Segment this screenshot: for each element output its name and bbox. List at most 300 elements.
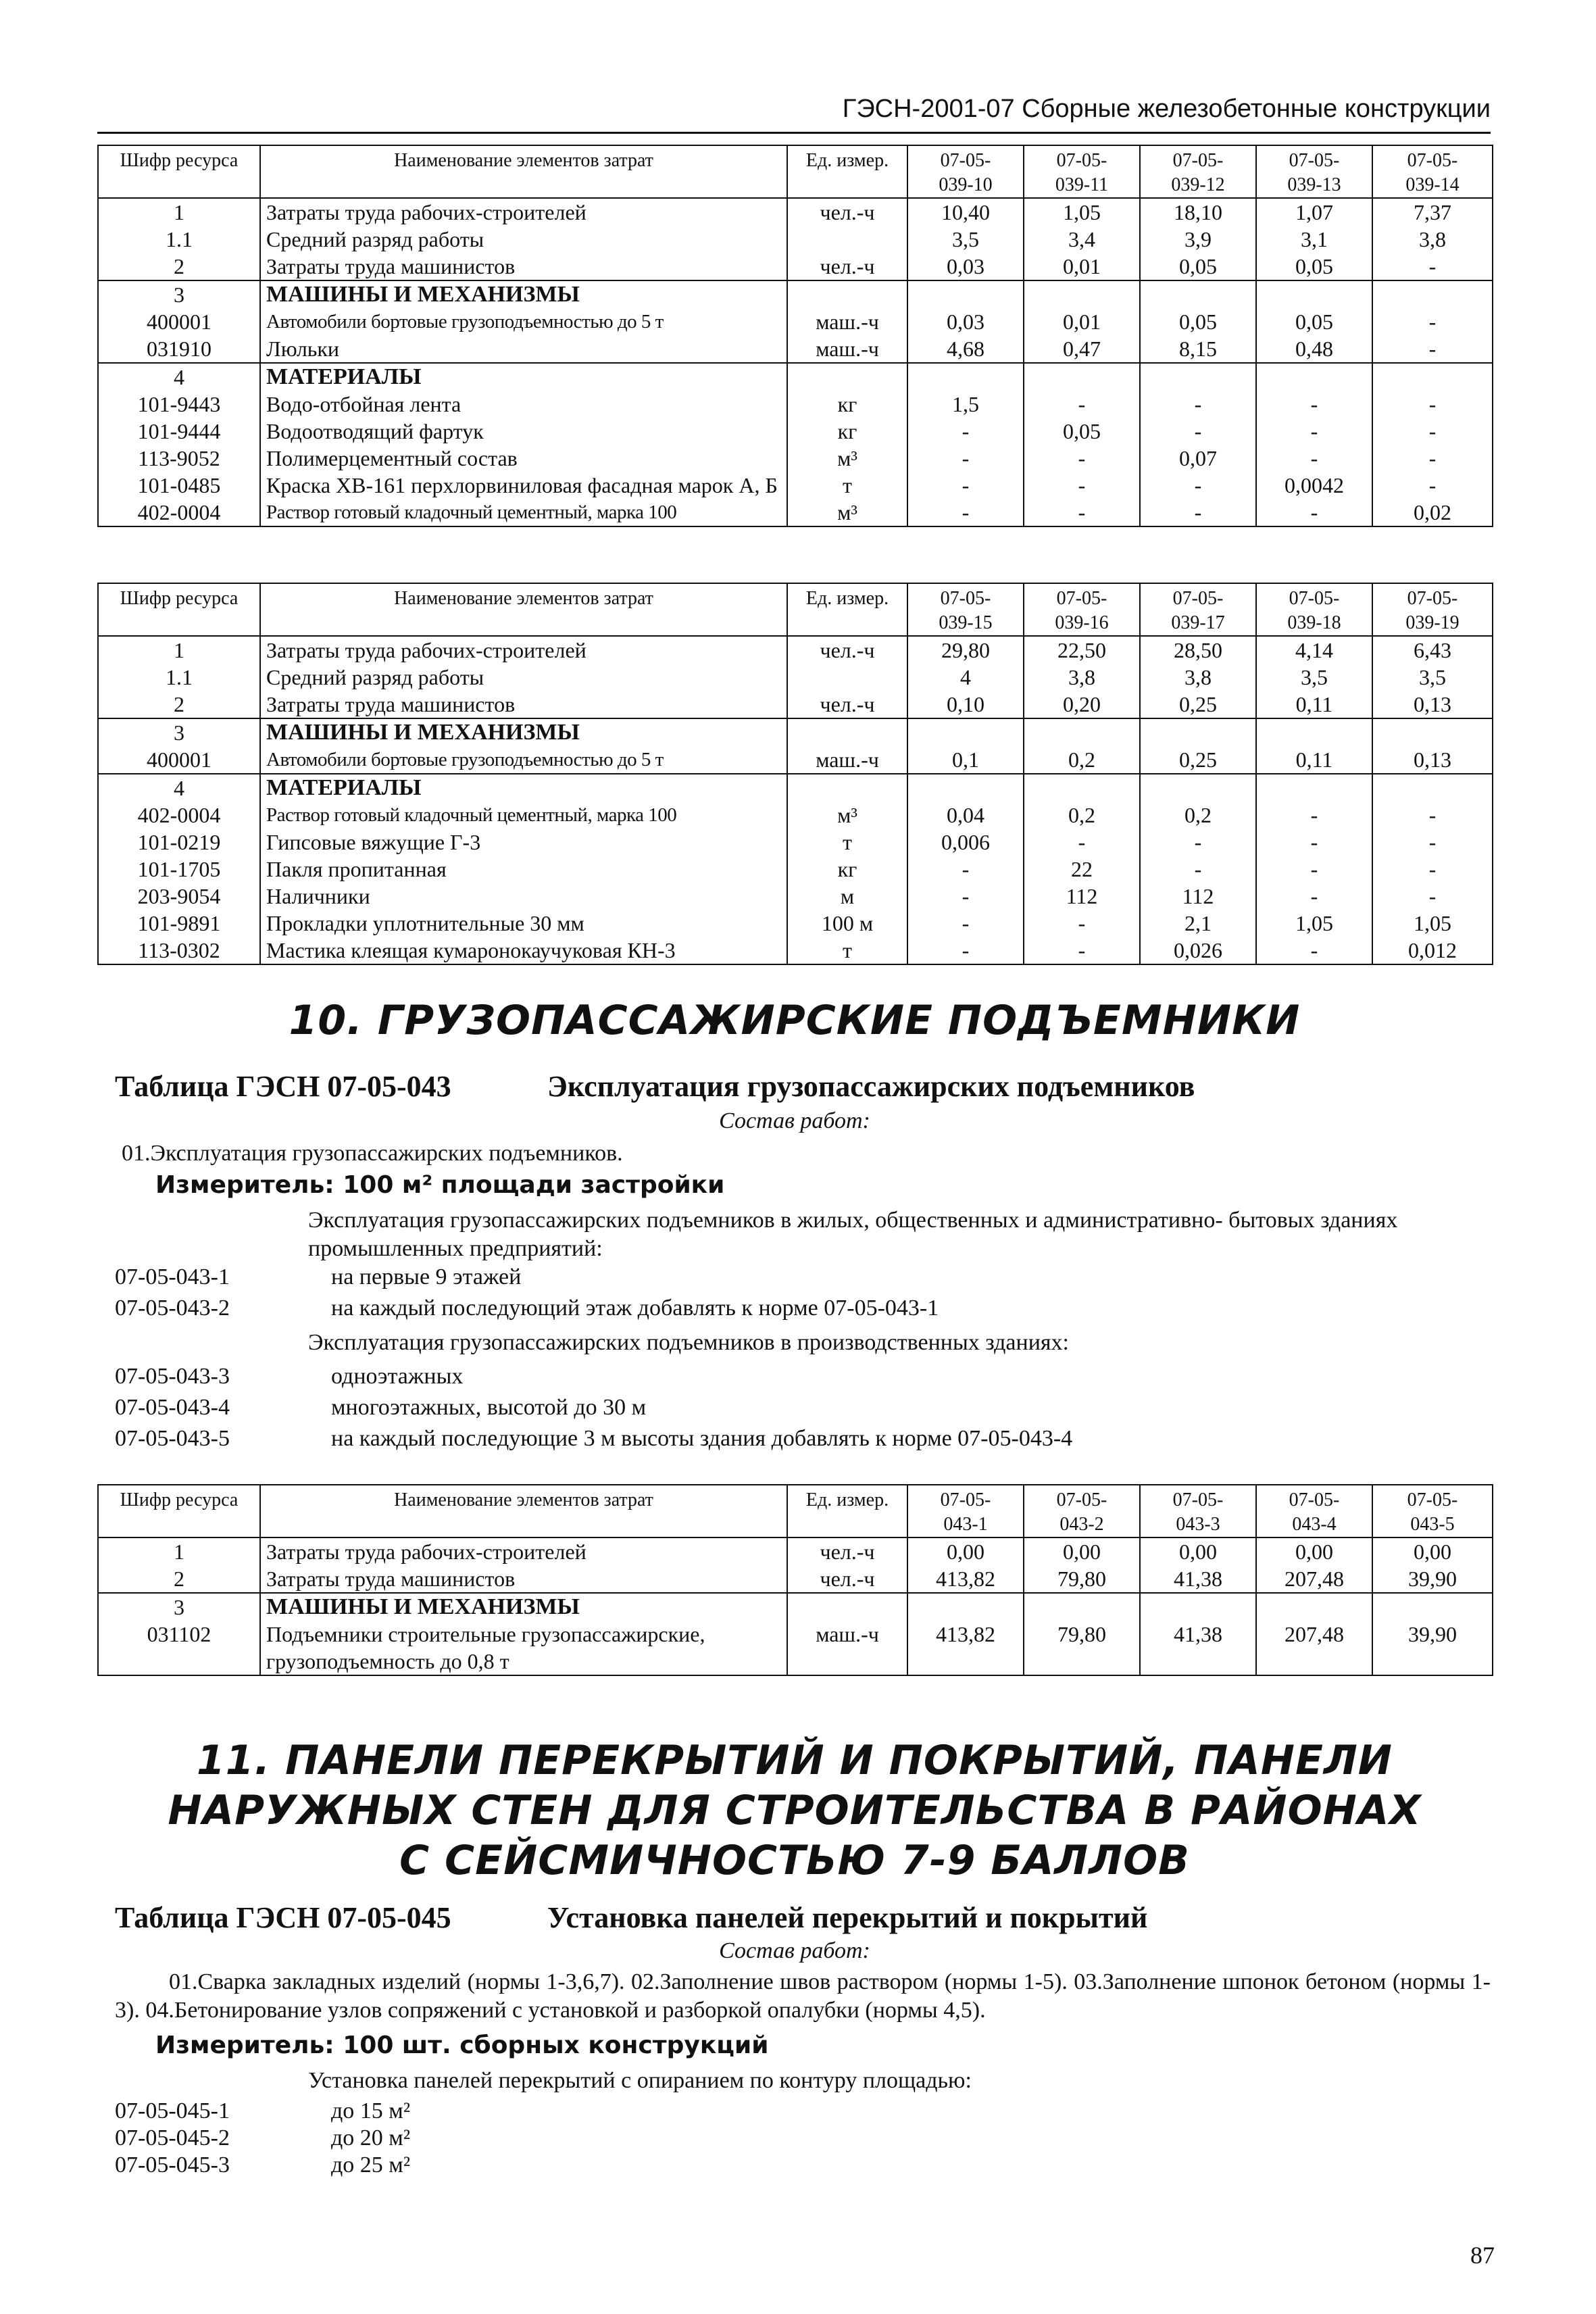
table-row	[98, 335, 1493, 363]
norm-code-part: 039-18	[1287, 612, 1341, 633]
value-cell: 3,8	[1372, 226, 1493, 253]
col-header-norm	[1140, 1485, 1256, 1537]
value-cell: 0,13	[1372, 746, 1493, 774]
resource-code: 203-9054	[98, 883, 260, 910]
norm-code-part: 07-05-	[940, 150, 991, 171]
value-cell: 413,82	[907, 1565, 1024, 1593]
resource-code: 402-0004	[98, 499, 260, 526]
value-cell: 2,1	[1140, 910, 1256, 937]
unit-cell	[787, 226, 907, 253]
value-cell: -	[1372, 883, 1493, 910]
value-cell	[1140, 774, 1256, 802]
running-header: ГЭСН-2001-07 Сборные железобетонные конструкции	[842, 95, 1491, 123]
value-cell: -	[1372, 856, 1493, 883]
cost-item-name: Водоотводящий фартук	[260, 418, 787, 445]
cost-item-name: Полимерцементный состав	[260, 445, 787, 472]
norm-code: 07-05-045-3	[115, 2152, 230, 2177]
value-cell: 0,07	[1140, 445, 1256, 472]
col-header-norm	[1256, 1485, 1372, 1537]
unit-cell	[787, 774, 907, 802]
value-cell: 0,2	[1140, 802, 1256, 829]
composition-text: 01.Эксплуатация грузопассажирских подъемников.	[122, 1141, 623, 1166]
unit-cell	[787, 1593, 907, 1621]
value-cell: 3,8	[1140, 664, 1256, 691]
unit-cell: чел.-ч	[787, 253, 907, 280]
table-row	[98, 308, 1493, 335]
cost-item-name: Водо-отбойная лента	[260, 391, 787, 418]
norm-text: до 20 м²	[331, 2125, 411, 2150]
norm-code-part: 07-05-	[1289, 1490, 1340, 1510]
cost-item-name: Прокладки уплотнительные 30 мм	[260, 910, 787, 937]
cost-item-name: Подъемники строительные грузопассажирские, грузоподъемность до 0,8 т	[260, 1621, 787, 1675]
cost-item-name: Краска ХВ-161 перхлорвиниловая фасадная марок А, Б	[260, 472, 787, 499]
value-cell: 1,05	[1372, 910, 1493, 937]
cost-item-name: Средний разряд работы	[260, 664, 787, 691]
norm-code-part: 043-2	[1059, 1514, 1104, 1535]
col-header-norm	[1024, 1485, 1140, 1537]
value-cell: 0,00	[1256, 1537, 1372, 1565]
resource-code: 3	[98, 280, 260, 308]
col-header-name: Наименование элементов затрат	[260, 145, 787, 198]
norm-code-part: 043-5	[1410, 1514, 1455, 1535]
value-cell: -	[1256, 937, 1372, 964]
composition-label: Состав работ:	[719, 1938, 870, 1963]
norm-text: до 25 м²	[331, 2152, 411, 2177]
value-cell: 0,47	[1024, 335, 1140, 363]
section-11-title-line3: С СЕЙСМИЧНОСТЬЮ 7-9 БАЛЛОВ	[399, 1837, 1190, 1884]
table-row	[98, 472, 1493, 499]
unit-cell	[787, 718, 907, 746]
table-title: Установка панелей перекрытий и покрытий	[547, 1901, 1148, 1934]
value-cell: 28,50	[1140, 636, 1256, 664]
value-cell: -	[1140, 856, 1256, 883]
norm-item	[115, 2098, 410, 2125]
intro-text: Эксплуатация грузопассажирских подъемников в жилых, общественных и административно- бытовых зданиях промышленных предприятий:	[308, 1208, 1398, 1261]
value-cell: 0,03	[907, 308, 1024, 335]
col-header-norm	[1256, 145, 1372, 198]
value-cell: 22,50	[1024, 636, 1140, 664]
resource-code: 1.1	[98, 664, 260, 691]
value-cell: -	[907, 499, 1024, 526]
measure-unit: Измеритель: 100 м² площади застройки	[155, 1171, 725, 1199]
value-cell: 3,4	[1024, 226, 1140, 253]
unit-cell: чел.-ч	[787, 1537, 907, 1565]
norm-code-part: 039-12	[1171, 174, 1225, 195]
value-cell: -	[1256, 856, 1372, 883]
col-header-code: Шифр ресурса	[98, 583, 260, 636]
cost-item-name: Затраты труда машинистов	[260, 691, 787, 718]
norm-code-part: 07-05-	[1407, 588, 1458, 609]
table-row	[98, 226, 1493, 253]
value-cell: 0,48	[1256, 335, 1372, 363]
table-row	[98, 445, 1493, 472]
value-cell: 0,01	[1024, 253, 1140, 280]
value-cell: 0,11	[1256, 746, 1372, 774]
value-cell: 41,38	[1140, 1621, 1256, 1675]
table-row	[98, 802, 1493, 829]
resource-code: 402-0004	[98, 802, 260, 829]
value-cell: 79,80	[1024, 1621, 1140, 1675]
col-header-norm	[1024, 583, 1140, 636]
value-cell: 4,14	[1256, 636, 1372, 664]
norm-code-part: 039-19	[1405, 612, 1460, 633]
col-header-code: Шифр ресурса	[98, 145, 260, 198]
col-header-norm	[1372, 145, 1493, 198]
cost-item-name: Затраты труда рабочих-строителей	[260, 1537, 787, 1565]
resource-code: 113-0302	[98, 937, 260, 964]
value-cell: 0,2	[1024, 802, 1140, 829]
table-row	[98, 1621, 1493, 1675]
value-cell: 22	[1024, 856, 1140, 883]
value-cell	[907, 774, 1024, 802]
section-heading: МАТЕРИАЛЫ	[260, 774, 787, 802]
resource-code: 400001	[98, 308, 260, 335]
resource-code: 1	[98, 636, 260, 664]
norm-code-part: 07-05-	[1289, 588, 1340, 609]
value-cell: 39,90	[1372, 1621, 1493, 1675]
unit-cell: т	[787, 829, 907, 856]
value-cell: 0,012	[1372, 937, 1493, 964]
resource-code: 1.1	[98, 226, 260, 253]
table-row	[98, 691, 1493, 718]
table-row	[98, 937, 1493, 964]
norm-list	[115, 1361, 1072, 1454]
norm-list	[115, 1262, 939, 1324]
value-cell: 0,1	[907, 746, 1024, 774]
resource-table-043	[97, 1484, 1493, 1676]
value-cell: -	[1372, 472, 1493, 499]
value-cell: 10,40	[907, 198, 1024, 226]
value-cell: 7,37	[1372, 198, 1493, 226]
cost-item-name: Автомобили бортовые грузоподъемностью до 5 т	[260, 746, 787, 774]
norm-code-part: 07-05-	[1407, 150, 1458, 171]
norm-code-part: 07-05-	[1172, 1490, 1224, 1510]
norm-text: на каждый последующий этаж добавлять к норме 07-05-043-1	[331, 1296, 939, 1321]
value-cell	[1140, 1593, 1256, 1621]
value-cell: 112	[1024, 883, 1140, 910]
value-cell: 3,5	[907, 226, 1024, 253]
table-row	[98, 718, 1493, 746]
norm-code: 07-05-045-2	[115, 2125, 230, 2150]
value-cell: 0,11	[1256, 691, 1372, 718]
value-cell: -	[1256, 418, 1372, 445]
resource-table-039-15-19	[97, 583, 1493, 965]
cost-item-name: Затраты труда машинистов	[260, 253, 787, 280]
norm-code: 07-05-043-5	[115, 1426, 230, 1451]
value-cell	[1372, 718, 1493, 746]
table-row	[98, 910, 1493, 937]
resource-code: 400001	[98, 746, 260, 774]
cost-item-name: Затраты труда машинистов	[260, 1565, 787, 1593]
resource-code: 3	[98, 1593, 260, 1621]
unit-cell: чел.-ч	[787, 1565, 907, 1593]
intro-text: Установка панелей перекрытий с опиранием по контуру площадью:	[308, 2068, 972, 2093]
value-cell: 1,05	[1256, 910, 1372, 937]
value-cell: -	[907, 472, 1024, 499]
table-row	[98, 1565, 1493, 1593]
value-cell: -	[907, 937, 1024, 964]
norm-code-part: 07-05-	[1289, 150, 1340, 171]
unit-cell: чел.-ч	[787, 636, 907, 664]
resource-code: 101-0485	[98, 472, 260, 499]
table-caption-043	[115, 1069, 1195, 1104]
unit-cell	[787, 363, 907, 391]
unit-cell: маш.-ч	[787, 308, 907, 335]
value-cell: 4,68	[907, 335, 1024, 363]
section-11-title-line1: 11. ПАНЕЛИ ПЕРЕКРЫТИЙ И ПОКРЫТИЙ, ПАНЕЛИ	[196, 1737, 1393, 1784]
col-header-norm	[1256, 583, 1372, 636]
unit-cell: м³	[787, 499, 907, 526]
value-cell: 0,13	[1372, 691, 1493, 718]
unit-cell: кг	[787, 418, 907, 445]
value-cell	[1024, 363, 1140, 391]
value-cell: 8,15	[1140, 335, 1256, 363]
value-cell: 0,10	[907, 691, 1024, 718]
value-cell: 0,00	[1140, 1537, 1256, 1565]
norm-code-part: 07-05-	[1056, 150, 1107, 171]
value-cell: 0,05	[1140, 308, 1256, 335]
value-cell	[1372, 280, 1493, 308]
table-caption-045	[115, 1900, 1147, 1935]
cost-item-name: Средний разряд работы	[260, 226, 787, 253]
value-cell: 39,90	[1372, 1565, 1493, 1593]
unit-cell: маш.-ч	[787, 335, 907, 363]
value-cell	[1024, 1593, 1140, 1621]
value-cell: 207,48	[1256, 1565, 1372, 1593]
value-cell: -	[1140, 391, 1256, 418]
norm-item	[115, 2125, 410, 2152]
norm-code-part: 039-16	[1055, 612, 1109, 633]
norm-item	[115, 1423, 1072, 1454]
col-header-norm	[1140, 583, 1256, 636]
table-row	[98, 746, 1493, 774]
resource-code: 2	[98, 253, 260, 280]
value-cell	[1256, 718, 1372, 746]
resource-code: 101-9444	[98, 418, 260, 445]
table-row	[98, 1593, 1493, 1621]
page-number: 87	[1470, 2242, 1495, 2269]
norm-code-part: 039-15	[939, 612, 993, 633]
value-cell: -	[1372, 418, 1493, 445]
resource-code: 1	[98, 1537, 260, 1565]
cost-item-name: Автомобили бортовые грузоподъемностью до 5 т	[260, 308, 787, 335]
table-row	[98, 829, 1493, 856]
norm-text: многоэтажных, высотой до 30 м	[331, 1395, 647, 1420]
value-cell: 0,25	[1140, 746, 1256, 774]
value-cell	[1024, 718, 1140, 746]
norm-code-part: 07-05-	[940, 588, 991, 609]
resource-code: 2	[98, 691, 260, 718]
value-cell: -	[1372, 335, 1493, 363]
value-cell	[1024, 774, 1140, 802]
value-cell	[1256, 280, 1372, 308]
norm-item	[115, 2152, 410, 2179]
norm-item	[115, 1361, 1072, 1392]
col-header-name: Наименование элементов затрат	[260, 583, 787, 636]
resource-code: 1	[98, 198, 260, 226]
unit-cell: маш.-ч	[787, 746, 907, 774]
value-cell: -	[1024, 937, 1140, 964]
section-11-title-line2: НАРУЖНЫХ СТЕН ДЛЯ СТРОИТЕЛЬСТВА В РАЙОНАХ	[168, 1787, 1422, 1834]
value-cell	[907, 280, 1024, 308]
value-cell	[1140, 280, 1256, 308]
section-heading: МАШИНЫ И МЕХАНИЗМЫ	[260, 718, 787, 746]
table-row	[98, 883, 1493, 910]
norm-code-part: 07-05-	[1056, 1490, 1107, 1510]
value-cell: -	[1024, 910, 1140, 937]
value-cell: -	[907, 445, 1024, 472]
value-cell: -	[907, 910, 1024, 937]
value-cell	[1256, 363, 1372, 391]
col-header-norm	[1140, 145, 1256, 198]
value-cell: -	[1372, 445, 1493, 472]
norm-code-part: 07-05-	[1056, 588, 1107, 609]
value-cell: -	[1372, 829, 1493, 856]
value-cell	[907, 1593, 1024, 1621]
resource-code: 2	[98, 1565, 260, 1593]
value-cell: 0,25	[1140, 691, 1256, 718]
cost-item-name: Затраты труда рабочих-строителей	[260, 198, 787, 226]
value-cell: -	[1140, 829, 1256, 856]
col-header-norm	[1372, 1485, 1493, 1537]
value-cell: 0,2	[1024, 746, 1140, 774]
value-cell: 0,05	[1140, 253, 1256, 280]
value-cell: -	[907, 418, 1024, 445]
value-cell	[1140, 363, 1256, 391]
value-cell: 0,00	[1372, 1537, 1493, 1565]
norm-item	[115, 1392, 1072, 1423]
resource-code: 101-9443	[98, 391, 260, 418]
value-cell: 0,00	[1024, 1537, 1140, 1565]
norm-code-part: 039-17	[1171, 612, 1225, 633]
value-cell: 207,48	[1256, 1621, 1372, 1675]
unit-cell: кг	[787, 391, 907, 418]
unit-cell: м³	[787, 445, 907, 472]
value-cell: 18,10	[1140, 198, 1256, 226]
unit-cell	[787, 664, 907, 691]
norm-text: на каждый последующие 3 м высоты здания добавлять к норме 07-05-043-4	[331, 1426, 1073, 1451]
value-cell: 0,02	[1372, 499, 1493, 526]
cost-item-name: Пакля пропитанная	[260, 856, 787, 883]
table-number: Таблица ГЭСН 07-05-043	[115, 1070, 451, 1103]
norm-item	[115, 1262, 939, 1293]
col-header-code: Шифр ресурса	[98, 1485, 260, 1537]
value-cell: -	[1024, 445, 1140, 472]
value-cell: -	[1256, 802, 1372, 829]
resource-code: 031102	[98, 1621, 260, 1675]
norm-text: одноэтажных	[331, 1364, 464, 1389]
norm-code-part: 039-13	[1287, 174, 1341, 195]
cost-item-name: Раствор готовый кладочный цементный, марка 100	[260, 802, 787, 829]
unit-cell: м	[787, 883, 907, 910]
value-cell	[1372, 363, 1493, 391]
table-row	[98, 391, 1493, 418]
norm-text: на первые 9 этажей	[331, 1264, 522, 1289]
cost-item-name: Наличники	[260, 883, 787, 910]
value-cell	[1256, 1593, 1372, 1621]
norm-code-part: 07-05-	[940, 1490, 991, 1510]
norm-code: 07-05-045-1	[115, 2098, 230, 2123]
value-cell: -	[1372, 802, 1493, 829]
norm-code-part: 043-1	[943, 1514, 988, 1535]
cost-item-name: Люльки	[260, 335, 787, 363]
value-cell	[907, 363, 1024, 391]
value-cell: 0,20	[1024, 691, 1140, 718]
norm-code: 07-05-043-1	[115, 1264, 230, 1289]
value-cell: -	[1256, 829, 1372, 856]
table-row	[98, 253, 1493, 280]
value-cell: 0,026	[1140, 937, 1256, 964]
value-cell	[1256, 774, 1372, 802]
table-row	[98, 198, 1493, 226]
value-cell: 3,8	[1024, 664, 1140, 691]
unit-cell: т	[787, 937, 907, 964]
norm-item	[115, 1293, 939, 1324]
value-cell: -	[1256, 391, 1372, 418]
section-heading: МАШИНЫ И МЕХАНИЗМЫ	[260, 280, 787, 308]
resource-code: 101-9891	[98, 910, 260, 937]
value-cell: 112	[1140, 883, 1256, 910]
resource-code: 101-0219	[98, 829, 260, 856]
value-cell: -	[1372, 391, 1493, 418]
value-cell: -	[907, 856, 1024, 883]
table-row	[98, 418, 1493, 445]
value-cell: -	[1140, 499, 1256, 526]
value-cell: 0,00	[907, 1537, 1024, 1565]
norm-code-part: 07-05-	[1407, 1490, 1458, 1510]
value-cell: 3,1	[1256, 226, 1372, 253]
table-row	[98, 774, 1493, 802]
value-cell: 3,5	[1372, 664, 1493, 691]
table-row	[98, 636, 1493, 664]
unit-cell: 100 м	[787, 910, 907, 937]
value-cell: -	[1256, 499, 1372, 526]
value-cell: -	[1024, 472, 1140, 499]
norm-code: 07-05-043-4	[115, 1395, 230, 1420]
col-header-norm	[1024, 145, 1140, 198]
col-header-name: Наименование элементов затрат	[260, 1485, 787, 1537]
value-cell: 0,01	[1024, 308, 1140, 335]
section-heading: МАТЕРИАЛЫ	[260, 363, 787, 391]
value-cell: 79,80	[1024, 1565, 1140, 1593]
cost-item-name: Гипсовые вяжущие Г-3	[260, 829, 787, 856]
unit-cell: маш.-ч	[787, 1621, 907, 1675]
norm-code-part: 043-3	[1176, 1514, 1220, 1535]
value-cell: 4	[907, 664, 1024, 691]
unit-cell: чел.-ч	[787, 198, 907, 226]
value-cell	[1024, 280, 1140, 308]
value-cell: -	[1140, 472, 1256, 499]
value-cell: 0,006	[907, 829, 1024, 856]
value-cell: 29,80	[907, 636, 1024, 664]
col-header-norm	[907, 583, 1024, 636]
norm-code-part: 039-14	[1405, 174, 1460, 195]
value-cell: 0,04	[907, 802, 1024, 829]
table-title: Эксплуатация грузопассажирских подъемников	[547, 1070, 1195, 1103]
resource-code: 3	[98, 718, 260, 746]
composition-label: Состав работ:	[719, 1108, 870, 1133]
value-cell: 0,0042	[1256, 472, 1372, 499]
measure-unit: Измеритель: 100 шт. сборных конструкций	[155, 2032, 769, 2059]
value-cell	[1372, 1593, 1493, 1621]
norm-code: 07-05-043-3	[115, 1364, 230, 1389]
col-header-unit: Ед. измер.	[787, 1485, 907, 1537]
value-cell: -	[1372, 308, 1493, 335]
resource-code: 031910	[98, 335, 260, 363]
value-cell: -	[1024, 391, 1140, 418]
section-heading: МАШИНЫ И МЕХАНИЗМЫ	[260, 1593, 787, 1621]
value-cell: 0,05	[1256, 308, 1372, 335]
